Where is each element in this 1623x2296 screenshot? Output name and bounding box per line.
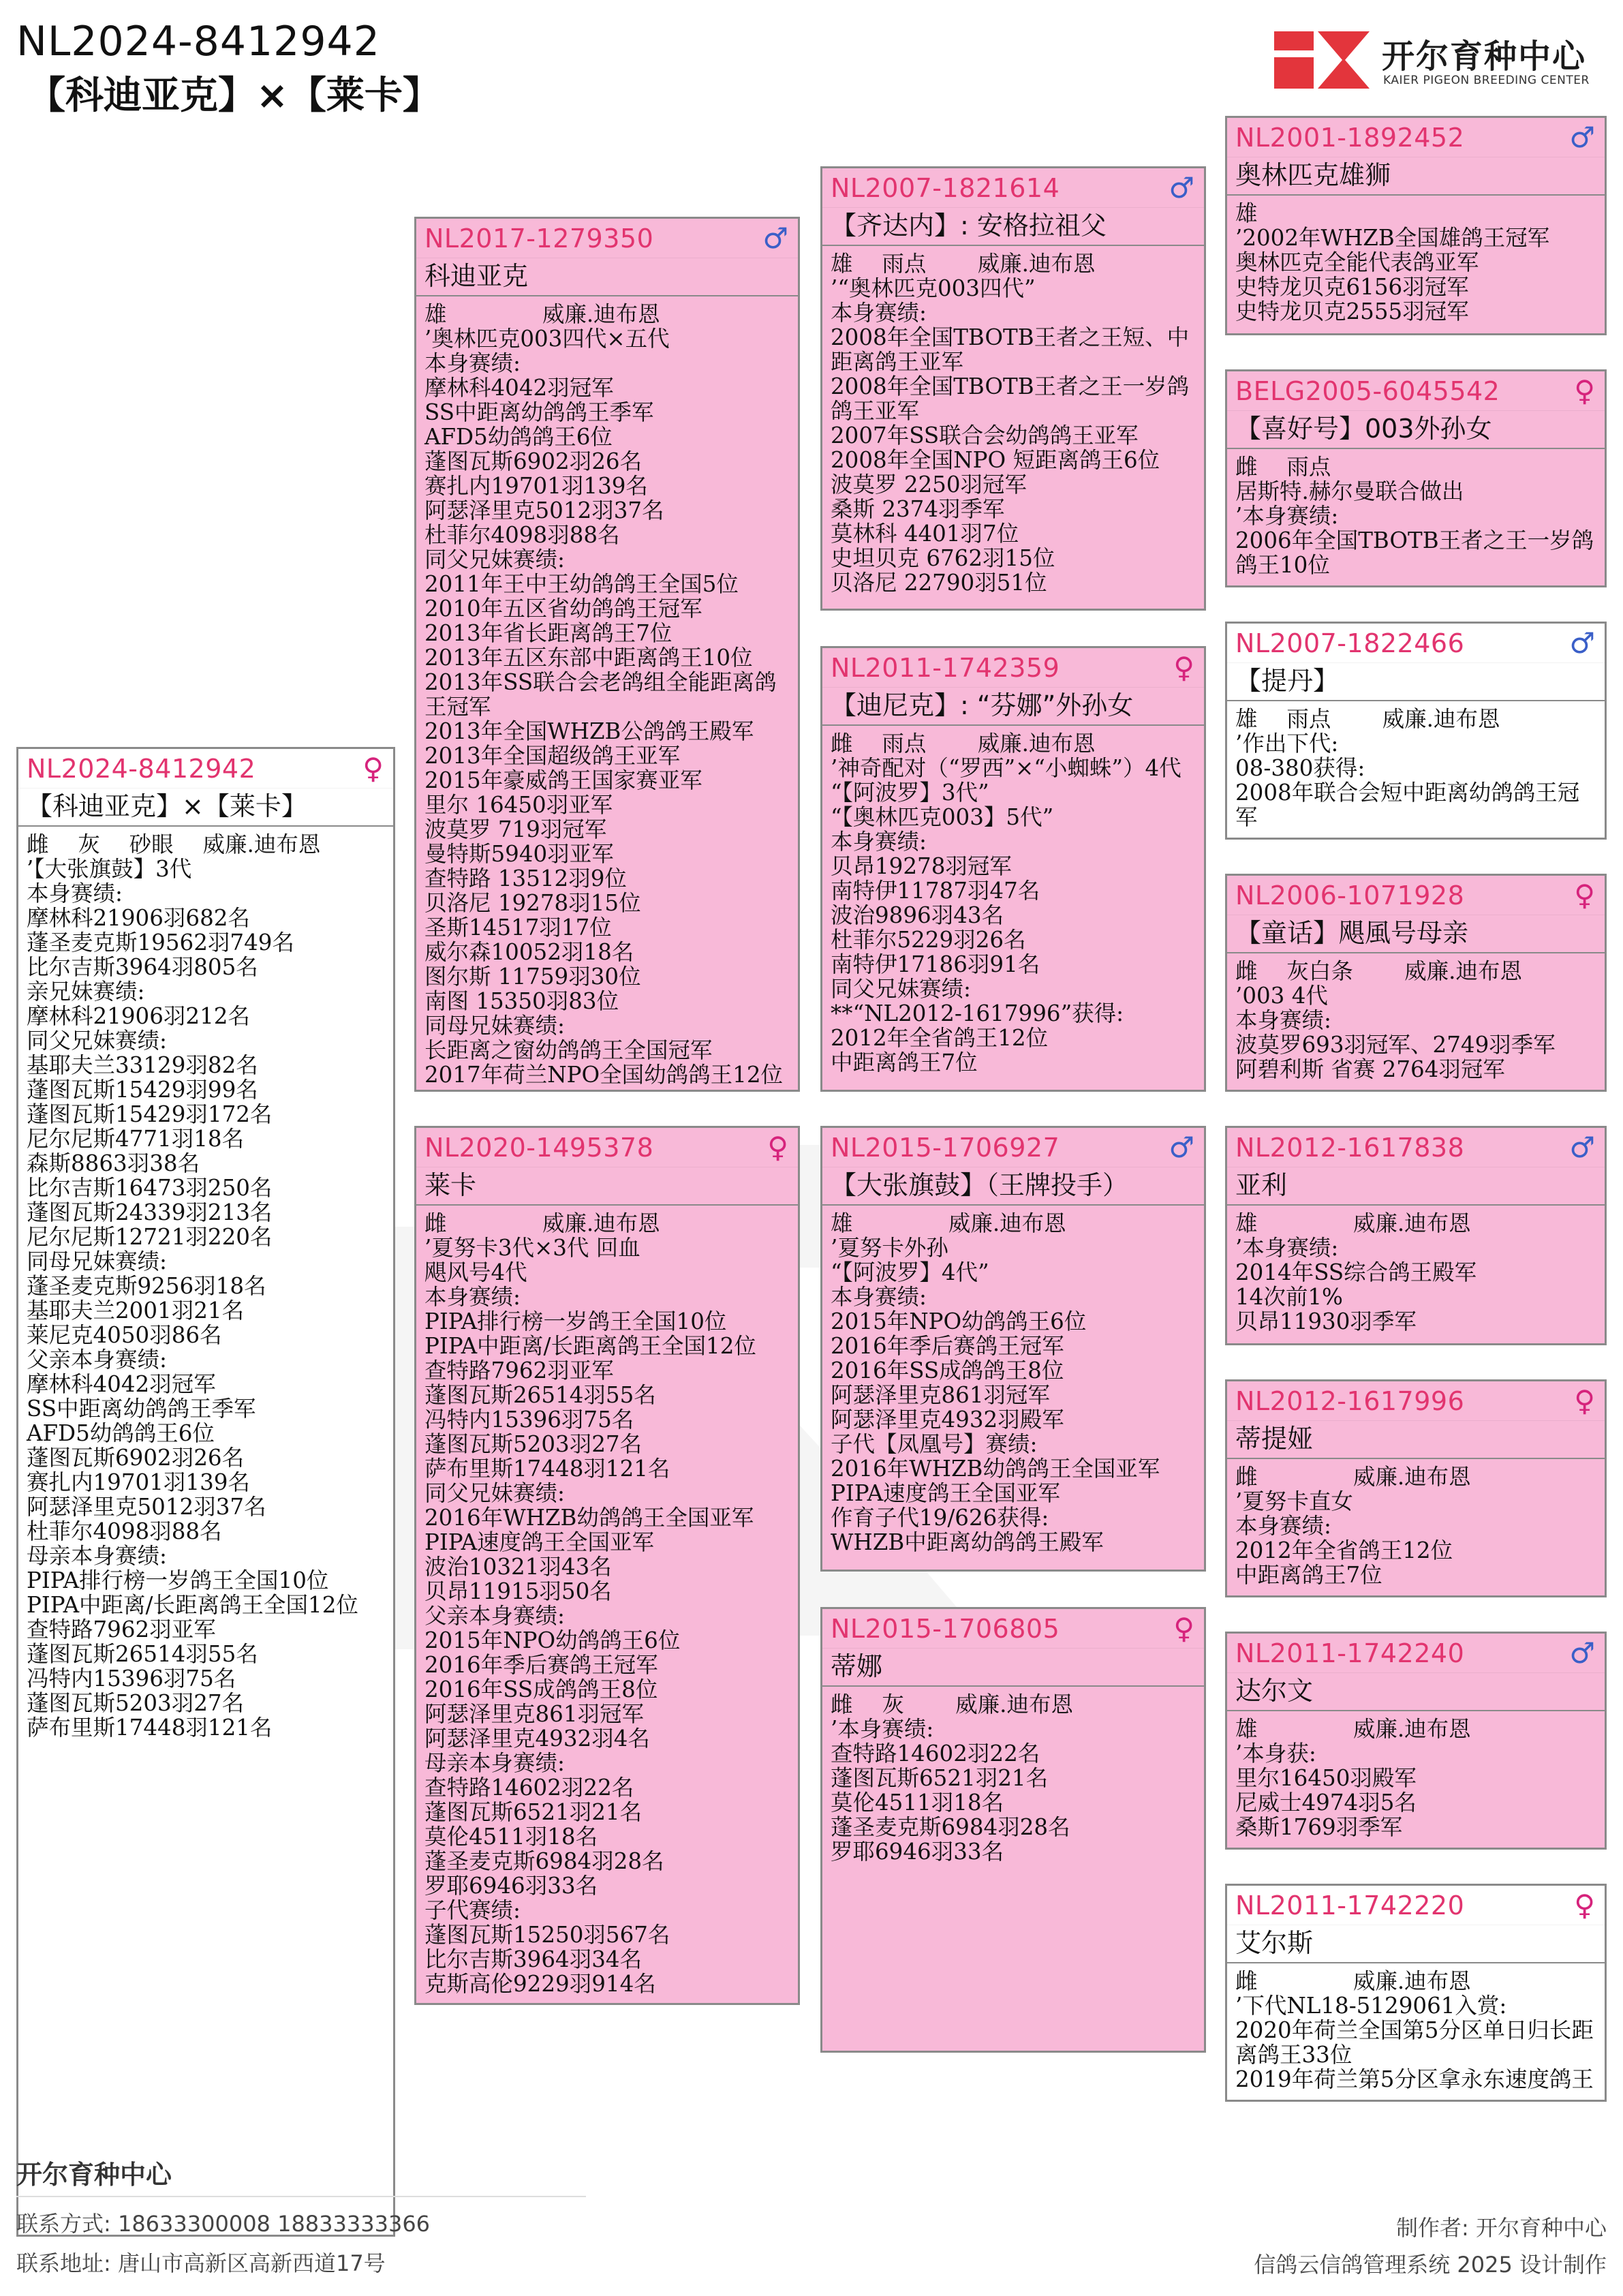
footer-address: 联系地址: 唐山市高新区高新西道17号 <box>16 2250 386 2276</box>
brand-name-cn: 开尔育种中心 <box>1382 37 1587 76</box>
record-line: 雄 雨点 威廉.迪布恩 <box>831 251 1096 277</box>
pigeon-name: 【大张旗鼓】（王牌投手） <box>822 1167 1204 1206</box>
record-line: 基耶夫兰33129羽82名 <box>27 1052 258 1078</box>
record-line: 冯特内15396羽75名 <box>424 1407 634 1433</box>
record-line: 本身赛绩: <box>831 300 927 326</box>
card-body <box>1227 1206 1605 1334</box>
record-line: 里尔16450羽殿军 <box>1235 1765 1417 1791</box>
ring-number: NL2001-1892452 <box>1235 122 1465 153</box>
record-line: 贝洛尼 19278羽15位 <box>424 890 641 916</box>
record-line: 中距离鸽王7位 <box>1235 1562 1382 1588</box>
record-line: 本身赛绩: <box>1235 1007 1331 1033</box>
record-line: 摩林科4042羽冠军 <box>424 375 614 401</box>
record-line: 奥林匹克全能代表鸽亚军 <box>1235 249 1479 275</box>
record-line: 雄 威廉.迪布恩 <box>1235 1716 1471 1742</box>
brand-name-en: KAIER PIGEON BREEDING CENTER <box>1383 74 1590 87</box>
record-line: 2010年五区省幼鸽鸽王冠军 <box>424 596 702 622</box>
record-line: “【阿波罗】4代” <box>831 1259 989 1285</box>
record-line: 桑斯 2374羽季军 <box>831 496 1005 522</box>
pigeon-name: 【提丹】 <box>1227 663 1605 701</box>
footer-maker: 制作者: 开尔育种中心 <box>1396 2215 1607 2241</box>
pigeon-name: 【迪尼克】: “芬娜”外孙女 <box>822 688 1204 726</box>
record-line: 赛扎内19701羽139名 <box>424 473 648 499</box>
card-header <box>1227 371 1605 411</box>
record-line: 雄 威廉.迪布恩 <box>831 1210 1066 1236</box>
record-line: 蓬图瓦斯6902羽26名 <box>424 448 643 474</box>
record-line: 史特龙贝克6156羽冠军 <box>1235 274 1469 300</box>
record-line: 2016年WHZB幼鸽鸽王全国亚军 <box>831 1456 1160 1482</box>
record-line: PIPA排行榜一岁鸽王全国10位 <box>27 1567 329 1593</box>
record-line: 波莫罗 719羽冠军 <box>424 816 607 842</box>
male-icon: ♂ <box>1169 170 1194 204</box>
record-line: 雄 雨点 威廉.迪布恩 <box>1235 706 1500 732</box>
record-line: PIPA中距离/长距离鸽王全国12位 <box>27 1592 358 1618</box>
ring-number: NL2006-1071928 <box>1235 880 1465 910</box>
card-body <box>1227 1963 1605 2092</box>
card-body <box>822 1206 1204 1555</box>
ring-number: NL2011-1742220 <box>1235 1890 1465 1920</box>
record-line: 摩林科21906羽682名 <box>27 905 250 931</box>
record-line: 莫伦4511羽18名 <box>424 1824 598 1850</box>
pigeon-name: 莱卡 <box>416 1167 798 1206</box>
record-line: 亲兄妹赛绩: <box>27 979 145 1005</box>
record-line: 蓬图瓦斯6902羽26名 <box>27 1445 245 1471</box>
record-line: 贝昂19278羽冠军 <box>831 853 1012 879</box>
record-line: 雌 威廉.迪布恩 <box>424 1210 660 1236</box>
record-line: 蓬图瓦斯24339羽213名 <box>27 1199 273 1225</box>
record-line: ’奥林匹克003四代×五代 <box>424 326 670 352</box>
card-sss[interactable] <box>1225 116 1607 335</box>
record-line: ’本身赛绩: <box>1235 503 1339 529</box>
record-line: 杜菲尔5229羽26名 <box>831 927 1026 953</box>
record-line: 父亲本身赛绩: <box>424 1603 565 1629</box>
pigeon-name: 蒂娜 <box>822 1649 1204 1687</box>
record-line: 摩林科21906羽212名 <box>27 1003 250 1029</box>
record-line: 赛扎内19701羽139名 <box>27 1469 250 1495</box>
record-line: 莱尼克4050羽86名 <box>27 1322 222 1348</box>
card-body <box>822 246 1204 595</box>
card-sire-sire[interactable] <box>820 166 1206 611</box>
pigeon-name: 【科迪亚克】×【莱卡】 <box>18 789 393 827</box>
ring-number: NL2012-1617838 <box>1235 1132 1465 1163</box>
record-line: 2016年WHZB幼鸽鸽王全国亚军 <box>424 1505 754 1531</box>
record-line: 同父兄妹赛绩: <box>831 976 971 1002</box>
female-icon: ♀ <box>1574 1383 1595 1418</box>
record-line: 蓬图瓦斯6521羽21名 <box>831 1765 1049 1791</box>
record-line: WHZB中距离幼鸽鸽王殿军 <box>831 1529 1104 1555</box>
record-line: 中距离鸽王7位 <box>831 1050 978 1075</box>
record-line: 2012年全省鸽王12位 <box>1235 1537 1453 1563</box>
male-icon: ♂ <box>1569 626 1595 660</box>
card-body <box>1227 1459 1605 1587</box>
record-line: 贝昂11930羽季军 <box>1235 1308 1417 1334</box>
record-line: 2006年全国TBOTB王者之王一岁鸽鸽王10位 <box>1235 527 1594 578</box>
female-icon: ♀ <box>1173 650 1194 684</box>
card-header <box>18 749 393 789</box>
footer-system: 信鸽云信鸽管理系统 2025 设计制作 <box>1254 2252 1607 2278</box>
record-line: 查特路7962羽亚军 <box>424 1358 614 1383</box>
card-dam-sire[interactable] <box>820 1126 1206 1572</box>
record-line: 尼威士4974羽5名 <box>1235 1790 1417 1816</box>
card-body <box>822 1687 1204 1864</box>
record-line: 子代赛绩: <box>424 1897 521 1923</box>
record-line: 杜菲尔4098羽88名 <box>424 522 620 548</box>
record-line: 蓬图瓦斯15429羽99名 <box>27 1077 258 1103</box>
card-body <box>1227 1711 1605 1839</box>
record-line: 南特伊17186羽91名 <box>831 951 1040 977</box>
male-icon: ♂ <box>1569 1130 1595 1164</box>
record-line: PIPA速度鸽王全国亚军 <box>831 1480 1061 1506</box>
record-line: 罗耶6946羽33名 <box>424 1873 598 1899</box>
record-line: ’003 4代 <box>1235 983 1328 1009</box>
record-line: 子代【凤凰号】赛绩: <box>831 1431 1038 1457</box>
record-line: 同母兄妹赛绩: <box>424 1013 565 1039</box>
female-icon: ♀ <box>1574 1888 1595 1922</box>
record-line: 史坦贝克 6762羽15位 <box>831 545 1055 571</box>
record-line: 摩林科4042羽冠军 <box>27 1371 216 1397</box>
record-line: “【奥林匹克003】5代” <box>831 804 1054 830</box>
ring-number: NL2007-1821614 <box>831 172 1060 203</box>
ring-number: NL2024-8412942 <box>27 753 256 784</box>
record-line: 本身赛绩: <box>424 350 521 376</box>
card-header <box>416 219 798 258</box>
pigeon-name: 达尔文 <box>1227 1673 1605 1711</box>
record-line: 08-380获得: <box>1235 755 1365 781</box>
record-line: ’本身赛绩: <box>831 1716 934 1742</box>
record-line: 杜菲尔4098羽88名 <box>27 1518 222 1544</box>
record-line: 桑斯1769羽季军 <box>1235 1814 1403 1840</box>
header-ring-number: NL2024-8412942 <box>16 18 380 65</box>
ring-number: NL2015-1706805 <box>831 1613 1060 1644</box>
footer-divider <box>16 2196 586 2197</box>
record-line: 莫林科 4401羽7位 <box>831 521 1019 547</box>
record-line: 尼尔尼斯4771羽18名 <box>27 1126 245 1152</box>
record-line: SS中距离幼鸽鸽王季军 <box>27 1396 256 1422</box>
record-line: 波莫罗693羽冠军、2749羽季军 <box>1235 1032 1556 1058</box>
record-line: 雌 雨点 <box>1235 454 1331 480</box>
record-line: ’【大张旗鼓】3代 <box>27 856 192 882</box>
card-header <box>1227 1128 1605 1167</box>
record-line: 南图 15350羽83位 <box>424 988 619 1014</box>
ring-number: NL2011-1742359 <box>831 652 1060 683</box>
record-line: 蓬图瓦斯15250羽567名 <box>424 1922 670 1948</box>
record-line: **“NL2012-1617996”获得: <box>831 1000 1124 1026</box>
record-line: 同母兄妹赛绩: <box>27 1249 167 1274</box>
record-line: PIPA排行榜一岁鸽王全国10位 <box>424 1308 727 1334</box>
record-line: 查特路7962羽亚军 <box>27 1617 216 1642</box>
record-line: 图尔斯 11759羽30位 <box>424 964 641 990</box>
record-line: 阿碧利斯 省赛 2764羽冠军 <box>1235 1056 1505 1082</box>
ring-number: NL2012-1617996 <box>1235 1386 1465 1416</box>
card-dam-dam[interactable] <box>820 1607 1206 2053</box>
record-line: 雄 威廉.迪布恩 <box>1235 1210 1471 1236</box>
record-line: 作育子代19/626获得: <box>831 1505 1049 1531</box>
record-line: 居斯特.赫尔曼联合做出 <box>1235 478 1464 504</box>
record-line: 同父兄妹赛绩: <box>424 547 565 572</box>
record-line: 2011年王中王幼鸽鸽王全国5位 <box>424 571 739 597</box>
card-body <box>1227 196 1605 324</box>
record-line: ’作出下代: <box>1235 731 1339 756</box>
record-line: 2016年SS成鸽鸽王8位 <box>424 1677 658 1702</box>
record-line: 2013年五区东部中距离鸽王10位 <box>424 645 753 671</box>
footer-contact: 联系方式: 18633300008 18833333366 <box>16 2211 431 2237</box>
record-line: 查特路 13512羽9位 <box>424 866 627 891</box>
female-icon: ♀ <box>1574 373 1595 408</box>
record-line: 本身赛绩: <box>27 881 123 906</box>
record-line: 2008年全国TBOTB王者之王短、中距离鸽王亚军 <box>831 324 1190 375</box>
card-ssd[interactable] <box>1225 369 1607 587</box>
record-line: 2013年全国WHZB公鸽鸽王殿军 <box>424 718 754 744</box>
record-line: 波治10321羽43名 <box>424 1554 612 1580</box>
record-line: 蓬图瓦斯6521羽21名 <box>424 1799 643 1825</box>
pigeon-name: 艾尔斯 <box>1227 1925 1605 1963</box>
card-header <box>416 1128 798 1167</box>
record-line: 雌 威廉.迪布恩 <box>1235 1464 1471 1490</box>
record-line: 2017年荷兰NPO全国幼鸽鸽王12位 <box>424 1062 784 1088</box>
record-line: ’2002年WHZB全国雄鸽王冠军 <box>1235 225 1550 251</box>
card-dam[interactable] <box>414 1126 800 2005</box>
record-line: 2016年SS成鸽鸽王8位 <box>831 1358 1064 1383</box>
record-line: 父亲本身赛绩: <box>27 1347 167 1373</box>
male-icon: ♂ <box>762 221 788 255</box>
record-line: 蓬图瓦斯5203羽27名 <box>27 1690 245 1716</box>
record-line: PIPA速度鸽王全国亚军 <box>424 1529 655 1555</box>
record-line: 雌 灰白条 威廉.迪布恩 <box>1235 958 1522 984</box>
record-line: 查特路14602羽22名 <box>831 1741 1040 1766</box>
card-header <box>822 168 1204 208</box>
female-icon: ♀ <box>1173 1611 1194 1645</box>
record-line: SS中距离幼鸽鸽王季军 <box>424 399 654 425</box>
record-line: 阿瑟泽里克4932羽4名 <box>424 1726 650 1751</box>
record-line: 威尔森10052羽18名 <box>424 939 634 965</box>
card-body <box>416 296 798 1087</box>
record-line: 贝洛尼 22790羽51位 <box>831 570 1047 596</box>
record-line: 蓬圣麦克斯9256羽18名 <box>27 1273 266 1299</box>
record-line: 2015年豪威鸽王国家赛亚军 <box>424 767 702 793</box>
record-line: 母亲本身赛绩: <box>27 1543 167 1569</box>
record-line: ’夏努卡直女 <box>1235 1488 1353 1514</box>
record-line: 蓬圣麦克斯19562羽749名 <box>27 930 294 955</box>
female-icon: ♀ <box>362 751 384 785</box>
record-line: 雌 灰 砂眼 威廉.迪布恩 <box>27 831 321 857</box>
record-line: 2013年SS联合会老鸽组全能距离鸽王冠军 <box>424 669 777 720</box>
record-line: 阿瑟泽里克5012羽37名 <box>27 1494 266 1520</box>
card-sds[interactable] <box>1225 622 1607 840</box>
record-line: PIPA中距离/长距离鸽王全国12位 <box>424 1333 756 1359</box>
card-body <box>1227 701 1605 829</box>
record-line: 克斯高伦9229羽914名 <box>424 1971 656 1997</box>
record-line: 南特伊11787羽47名 <box>831 878 1040 904</box>
card-dds[interactable] <box>1225 1632 1607 1850</box>
pigeon-name: 亚利 <box>1227 1167 1605 1206</box>
record-line: 阿瑟泽里克861羽冠军 <box>424 1701 645 1727</box>
record-line: 雄 威廉.迪布恩 <box>424 301 660 327</box>
record-line: ’本身获: <box>1235 1741 1316 1766</box>
record-line: 2015年NPO幼鸽鸽王6位 <box>424 1627 681 1653</box>
card-header <box>1227 1634 1605 1673</box>
record-line: AFD5幼鸽鸽王6位 <box>424 424 613 450</box>
female-icon: ♀ <box>1574 878 1595 912</box>
card-body <box>18 827 393 1740</box>
record-line: 比尔吉斯16473羽250名 <box>27 1175 273 1201</box>
pigeon-name: 奥林匹克雄狮 <box>1227 157 1605 196</box>
record-line: 阿瑟泽里克4932羽殿军 <box>831 1407 1064 1433</box>
record-line: 冯特内15396羽75名 <box>27 1666 236 1692</box>
record-line: 比尔吉斯3964羽34名 <box>424 1946 643 1972</box>
record-line: 雌 雨点 威廉.迪布恩 <box>831 731 1096 756</box>
record-line: 雌 灰 威廉.迪布恩 <box>831 1692 1073 1717</box>
card-dss[interactable] <box>1225 1126 1607 1345</box>
record-line: 14次前1% <box>1235 1284 1343 1310</box>
record-line: ’下代NL18-5129061入赏: <box>1235 1993 1507 2019</box>
record-line: 同父兄妹赛绩: <box>27 1028 167 1054</box>
record-line: ’夏努卡3代×3代 回血 <box>424 1235 640 1261</box>
record-line: 2016年季后赛鸽王冠军 <box>424 1652 658 1678</box>
record-line: AFD5幼鸽鸽王6位 <box>27 1420 215 1446</box>
record-line: 阿瑟泽里克5012羽37名 <box>424 498 664 523</box>
record-line: 基耶夫兰2001羽21名 <box>27 1298 245 1323</box>
record-line: 圣斯14517羽17位 <box>424 915 612 940</box>
record-line: 飓风号4代 <box>424 1259 527 1285</box>
record-line: 本身赛绩: <box>424 1284 521 1310</box>
card-header <box>822 648 1204 688</box>
record-line: 蓬图瓦斯26514羽55名 <box>27 1641 258 1667</box>
male-icon: ♂ <box>1569 1636 1595 1670</box>
card-body <box>822 726 1204 1075</box>
footer-company: 开尔育种中心 <box>16 2160 172 2190</box>
card-sire-dam[interactable] <box>820 646 1206 1092</box>
card-header <box>1227 118 1605 157</box>
record-line: 曼特斯5940羽亚军 <box>424 841 614 867</box>
header-pairing: 【科迪亚克】×【莱卡】 <box>27 74 441 118</box>
card-body <box>416 1206 798 1996</box>
pigeon-name: 蒂提娅 <box>1227 1421 1605 1459</box>
record-line: 2020年荷兰全国第5分区单日归长距离鸽王33位 <box>1235 2017 1594 2068</box>
card-dsd[interactable] <box>1225 1379 1607 1597</box>
record-line: 蓬圣麦克斯6984羽28名 <box>424 1848 664 1874</box>
female-icon: ♀ <box>767 1130 788 1164</box>
record-line: 里尔 16450羽亚军 <box>424 792 613 818</box>
male-icon: ♂ <box>1169 1130 1194 1164</box>
record-line: 查特路14602羽22名 <box>424 1775 634 1801</box>
card-header <box>1227 876 1605 915</box>
record-line: 莫伦4511羽18名 <box>831 1790 1004 1816</box>
card-body <box>1227 953 1605 1082</box>
record-line: 2008年联合会短中距离幼鸽鸽王冠军 <box>1235 780 1580 830</box>
record-line: ’神奇配对（“罗西”×“小蜘蛛”）4代 <box>831 755 1181 781</box>
ring-number: BELG2005-6045542 <box>1235 376 1500 406</box>
record-line: 史特龙贝克2555羽冠军 <box>1235 299 1469 324</box>
record-line: ’夏努卡外孙 <box>831 1235 948 1261</box>
record-line: 2008年全国TBOTB王者之王一岁鸽鸽王亚军 <box>831 373 1190 424</box>
card-header <box>822 1609 1204 1649</box>
record-line: 雌 威廉.迪布恩 <box>1235 1968 1471 1994</box>
record-line: 蓬图瓦斯26514羽55名 <box>424 1382 656 1408</box>
card-subject[interactable] <box>16 747 395 2237</box>
record-line: 阿瑟泽里克861羽冠军 <box>831 1382 1051 1408</box>
card-sire[interactable] <box>414 217 800 1092</box>
record-line: 罗耶6946羽33名 <box>831 1839 1004 1865</box>
card-sdd[interactable] <box>1225 874 1607 1092</box>
record-line: 母亲本身赛绩: <box>424 1750 565 1776</box>
record-line: 2012年全省鸽王12位 <box>831 1025 1049 1051</box>
male-icon: ♂ <box>1569 120 1595 154</box>
card-header <box>1227 1886 1605 1925</box>
record-line: ’“奥林匹克003四代” <box>831 275 1036 301</box>
pigeon-name: 【童话】飓風号母亲 <box>1227 915 1605 953</box>
record-line: 2008年全国NPO 短距离鸽王6位 <box>831 447 1160 473</box>
ring-number: NL2011-1742240 <box>1235 1638 1465 1668</box>
record-line: 2007年SS联合会幼鸽鸽王亚军 <box>831 423 1139 448</box>
pigeon-name: 【喜好号】003外孙女 <box>1227 411 1605 449</box>
ring-number: NL2017-1279350 <box>424 223 654 254</box>
record-line: “【阿波罗】3代” <box>831 780 989 806</box>
record-line: 2015年NPO幼鸽鸽王6位 <box>831 1308 1087 1334</box>
ring-number: NL2020-1495378 <box>424 1132 654 1163</box>
record-line: 蓬图瓦斯5203羽27名 <box>424 1431 643 1457</box>
record-line: 长距离之窗幼鸽鸽王全国冠军 <box>424 1037 713 1063</box>
record-line: 雄 <box>1235 200 1258 226</box>
record-line: 2013年省长距离鸽王7位 <box>424 620 673 646</box>
record-line: 比尔吉斯3964羽805名 <box>27 954 258 980</box>
record-line: 本身赛绩: <box>831 829 927 855</box>
record-line: 尼尔尼斯12721羽220名 <box>27 1224 273 1250</box>
record-line: 蓬圣麦克斯6984羽28名 <box>831 1814 1070 1840</box>
pigeon-name: 【齐达内】: 安格拉祖父 <box>822 208 1204 246</box>
card-header <box>1227 624 1605 663</box>
card-header <box>822 1128 1204 1167</box>
record-line: 2013年全国超级鸽王亚军 <box>424 743 681 769</box>
record-line: 2016年季后赛鸽王冠军 <box>831 1333 1064 1359</box>
ring-number: NL2015-1706927 <box>831 1132 1060 1163</box>
card-body <box>1227 449 1605 577</box>
record-line: 同父兄妹赛绩: <box>424 1480 565 1506</box>
record-line: 本身赛绩: <box>1235 1513 1331 1539</box>
record-line: 波治9896羽43名 <box>831 902 1004 928</box>
record-line: 蓬图瓦斯15429羽172名 <box>27 1101 273 1127</box>
pigeon-name: 科迪亚克 <box>416 258 798 296</box>
record-line: 波莫罗 2250羽冠军 <box>831 472 1027 498</box>
card-ddd[interactable] <box>1225 1884 1607 2102</box>
record-line: 2019年荷兰第5分区拿永东速度鸽王 <box>1235 2066 1594 2092</box>
record-line: 贝昂11915羽50名 <box>424 1578 612 1604</box>
record-line: 森斯8863羽38名 <box>27 1150 200 1176</box>
record-line: 2014年SS综合鸽王殿军 <box>1235 1259 1477 1285</box>
ring-number: NL2007-1822466 <box>1235 628 1465 658</box>
record-line: ’本身赛绩: <box>1235 1235 1339 1261</box>
card-header <box>1227 1381 1605 1421</box>
record-line: 萨布里斯17448羽121名 <box>424 1456 670 1482</box>
record-line: 萨布里斯17448羽121名 <box>27 1715 273 1741</box>
record-line: 本身赛绩: <box>831 1284 927 1310</box>
